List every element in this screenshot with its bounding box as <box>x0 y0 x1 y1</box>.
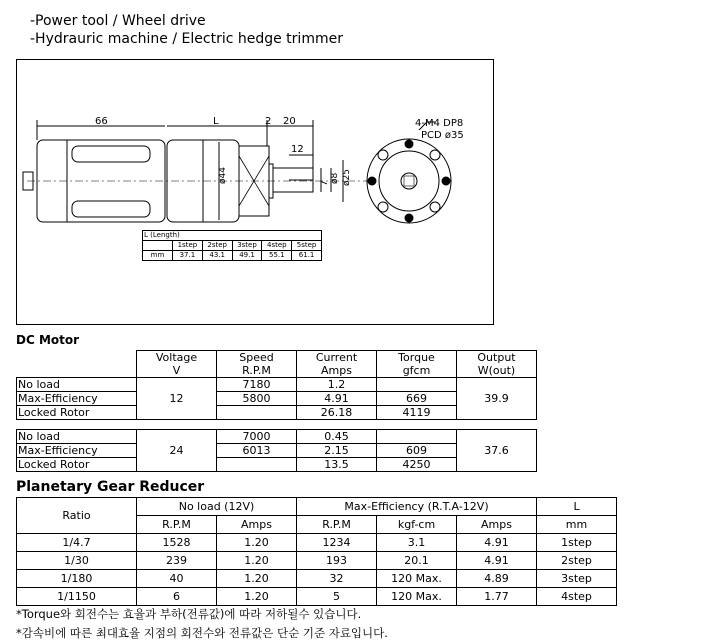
header-noload: No load (12V) <box>137 498 297 516</box>
usage-line-1: -Power tool / Wheel drive <box>30 13 206 29</box>
footnote-2: *감속비에 따른 최대효율 지점의 회전수와 전류값은 단순 기준 자료입니다. <box>16 626 388 640</box>
header-maxeff: Max-Efficiency (R.T.A-12V) <box>297 498 537 516</box>
table-row: No load 24 7000 0.45 37.6 <box>17 430 537 444</box>
length-unit: mm <box>143 251 173 261</box>
header-current: Current Amps <box>297 351 377 378</box>
table-row: Locked Rotor 13.5 4250 <box>17 458 537 472</box>
dim-20: 20 <box>283 116 296 127</box>
dc-motor-title: DC Motor <box>16 333 80 347</box>
dc-motor-table-12v <box>16 350 537 420</box>
step-4: 4step <box>262 241 292 251</box>
header-output: Output W(out) <box>457 351 537 378</box>
gear-reducer-table <box>16 497 617 606</box>
header-me-kgf: kgf-cm <box>377 516 457 534</box>
dim-d25: ø25 <box>342 169 352 186</box>
usage-line-2: -Hydrauric machine / Electric hedge trimmer <box>30 31 343 47</box>
dim-d8: ø8 <box>330 172 340 184</box>
step-5: 5step <box>292 241 322 251</box>
table-row: Max-Efficiency 6013 2.15 609 <box>17 444 537 458</box>
table-row: No load 12 7180 1.2 39.9 <box>17 378 537 392</box>
dim-2: 2 <box>265 116 272 127</box>
header-me-rpm: R.P.M <box>297 516 377 534</box>
step-1: 1step <box>173 241 203 251</box>
length-value: 37.1 <box>173 251 203 261</box>
header-L: L <box>537 498 617 516</box>
dim-12: 12 <box>291 144 304 155</box>
voltage-value: 12 <box>137 378 217 420</box>
step-3: 3step <box>232 241 262 251</box>
gear-reducer-title: Planetary Gear Reducer <box>16 479 205 495</box>
label-holes: 4-M4 DP8 <box>415 118 464 129</box>
length-value: 55.1 <box>262 251 292 261</box>
table-row: 1/30 239 1.20 193 20.1 4.91 2step <box>17 552 617 570</box>
footnote-1: *Torque와 회전수는 효율과 부하(전류값)에 따라 저하될수 있습니다. <box>16 607 362 621</box>
table-row: 1/180 40 1.20 32 120 Max. 4.89 3step <box>17 570 617 588</box>
output-value: 39.9 <box>457 378 537 420</box>
dc-motor-table-24v <box>16 429 537 472</box>
motor-drawing <box>16 59 494 325</box>
dim-L: L <box>213 116 219 127</box>
table-row: 1/4.7 1528 1.20 1234 3.1 4.91 1step <box>17 534 617 552</box>
header-me-amps: Amps <box>457 516 537 534</box>
table-row: 1/1150 6 1.20 5 120 Max. 1.77 4step <box>17 588 617 606</box>
length-value: 61.1 <box>292 251 322 261</box>
dim-d44: ø44 <box>218 167 228 184</box>
length-table <box>142 230 322 261</box>
header-nl-rpm: R.P.M <box>137 516 217 534</box>
table-row: Max-Efficiency 5800 4.91 669 <box>17 392 537 406</box>
output-value: 37.6 <box>457 430 537 472</box>
step-2: 2step <box>202 241 232 251</box>
table-row: Locked Rotor 26.18 4119 <box>17 406 537 420</box>
label-pcd: PCD ø35 <box>421 130 464 141</box>
header-nl-amps: Amps <box>217 516 297 534</box>
header-torque: Torque gfcm <box>377 351 457 378</box>
header-mm: mm <box>537 516 617 534</box>
dim-7: 7 <box>320 180 330 186</box>
length-header: L (Length) <box>143 231 322 241</box>
dim-66: 66 <box>95 116 108 127</box>
length-value: 43.1 <box>202 251 232 261</box>
header-voltage: Voltage V <box>137 351 217 378</box>
header-ratio: Ratio <box>17 498 137 534</box>
header-speed: Speed R.P.M <box>217 351 297 378</box>
voltage-value: 24 <box>137 430 217 472</box>
length-value: 49.1 <box>232 251 262 261</box>
